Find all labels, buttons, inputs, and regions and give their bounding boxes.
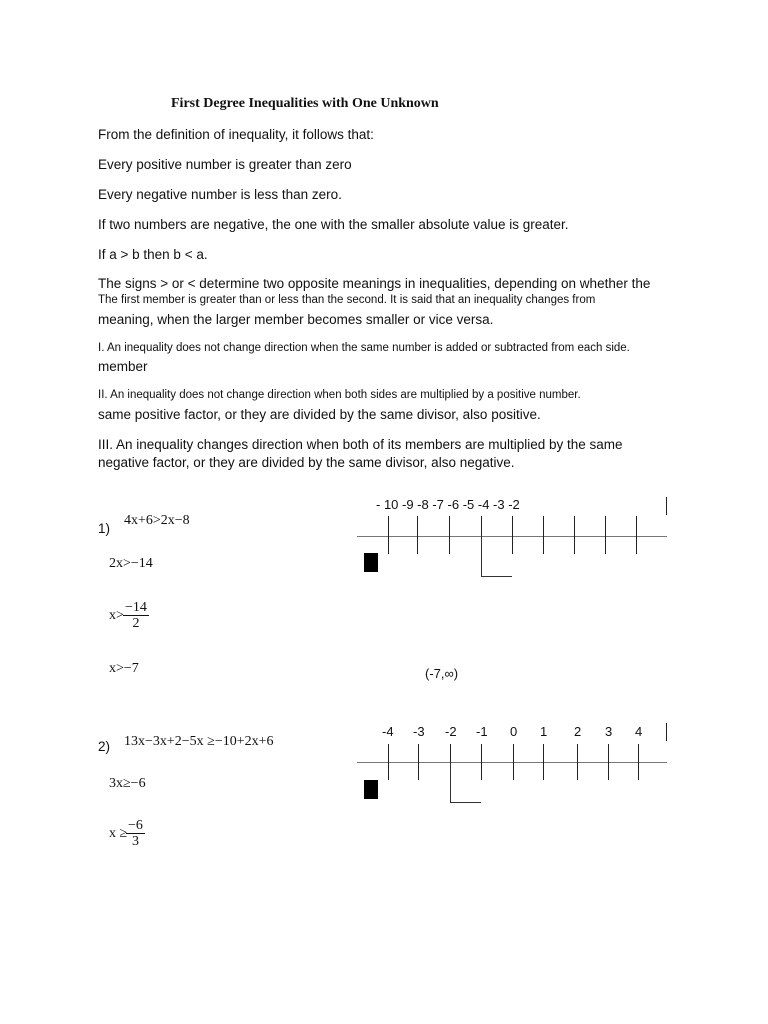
number-line-1-tick [512, 516, 513, 554]
number-line-2-end-tick [666, 723, 667, 741]
example-1-step-2: 2x>−14 [109, 556, 153, 571]
number-line-1-tick [636, 516, 637, 554]
number-line-2-tick [418, 744, 419, 780]
example-2-number: 2) [98, 739, 111, 754]
number-line-1-end-tick [666, 497, 667, 515]
number-line-2-bracket-horizontal [450, 802, 481, 803]
number-line-2-tick [388, 744, 389, 780]
paragraph-signs-line3: meaning, when the larger member becomes smaller or vice versa. [98, 312, 494, 327]
paragraph-absolute-value: If two numbers are negative, the one with the smaller absolute value is greater. [98, 217, 569, 232]
number-line-1-tick [574, 516, 575, 554]
example-2-step-1: 13x−3x+2−5x ≥−10+2x+6 [124, 734, 274, 749]
paragraph-signs-line1: The signs > or < determine two opposite meanings in inequalities, depending on whether the [98, 276, 651, 291]
example-1-step-1: 4x+6>2x−8 [124, 513, 190, 528]
number-line-2-label-1: -3 [413, 724, 425, 739]
number-line-2-label-7: 3 [605, 724, 613, 739]
number-line-2-label-6: 2 [574, 724, 582, 739]
number-line-1-tick [417, 516, 418, 554]
rule-3-line1: III. An inequality changes direction when both of its members are multiplied by the same [98, 437, 623, 452]
number-line-2-label-3: -1 [476, 724, 488, 739]
example-1-fraction [123, 600, 149, 631]
number-line-1-bracket-vertical [481, 536, 482, 576]
number-line-1-marker [364, 553, 378, 572]
rule-2-line1: II. An inequality does not change direction when both sides are multiplied by a positive number. [98, 389, 581, 401]
number-line-2-tick [481, 744, 482, 780]
fraction-numerator: −14 [125, 600, 147, 615]
number-line-2-marker [364, 780, 378, 799]
paragraph-positive: Every positive number is greater than zero [98, 157, 352, 172]
number-line-1-tick [605, 516, 606, 554]
paragraph-negative: Every negative number is less than zero. [98, 187, 342, 202]
number-line-2-label-2: -2 [445, 724, 457, 739]
example-1-step-3-prefix: x> [109, 608, 124, 623]
number-line-2-axis [357, 762, 667, 763]
number-line-2-bracket-vertical [450, 762, 451, 802]
example-1-number: 1) [98, 521, 111, 536]
rule-1-line1: I. An inequality does not change direction when the same number is added or subtracted from each side. [98, 342, 630, 354]
paragraph-signs-line2: The first member is greater than or less than the second. It is said that an inequality changes from [98, 294, 596, 306]
rule-2-line2: same positive factor, or they are divided by the same divisor, also positive. [98, 407, 541, 422]
number-line-1-tick [449, 516, 450, 554]
number-line-2-tick [638, 744, 639, 780]
number-line-2-label-8: 4 [635, 724, 643, 739]
rule-3-line2: negative factor, or they are divided by the same divisor, also negative. [98, 455, 515, 470]
number-line-1-bracket-horizontal [481, 576, 512, 577]
number-line-2-tick [543, 744, 544, 780]
number-line-2-tick [608, 744, 609, 780]
fraction-numerator: −6 [128, 818, 143, 833]
number-line-2-label-5: 1 [540, 724, 548, 739]
example-2-step-3-prefix: x ≥ [109, 826, 128, 841]
number-line-2-label-4: 0 [510, 724, 518, 739]
paragraph-definition: From the definition of inequality, it follows that: [98, 127, 374, 142]
number-line-1-tick [543, 516, 544, 554]
fraction-denominator: 2 [132, 616, 140, 631]
paragraph-a-b: If a > b then b < a. [98, 247, 208, 262]
number-line-2-tick [513, 744, 514, 780]
number-line-1-labels: - 10 -9 -8 -7 -6 -5 -4 -3 -2 [376, 497, 520, 512]
page-title: First Degree Inequalities with One Unknown [171, 96, 439, 111]
number-line-2-tick [577, 744, 578, 780]
rule-1-line2: member [98, 359, 148, 374]
example-2-step-2: 3x≥−6 [109, 776, 146, 791]
example-2-fraction [126, 818, 145, 849]
example-1-step-4: x>−7 [109, 661, 139, 676]
number-line-1-tick [388, 516, 389, 554]
number-line-2-label-0: -4 [382, 724, 394, 739]
fraction-denominator: 3 [131, 834, 139, 849]
example-1-interval: (-7,∞) [425, 666, 459, 681]
